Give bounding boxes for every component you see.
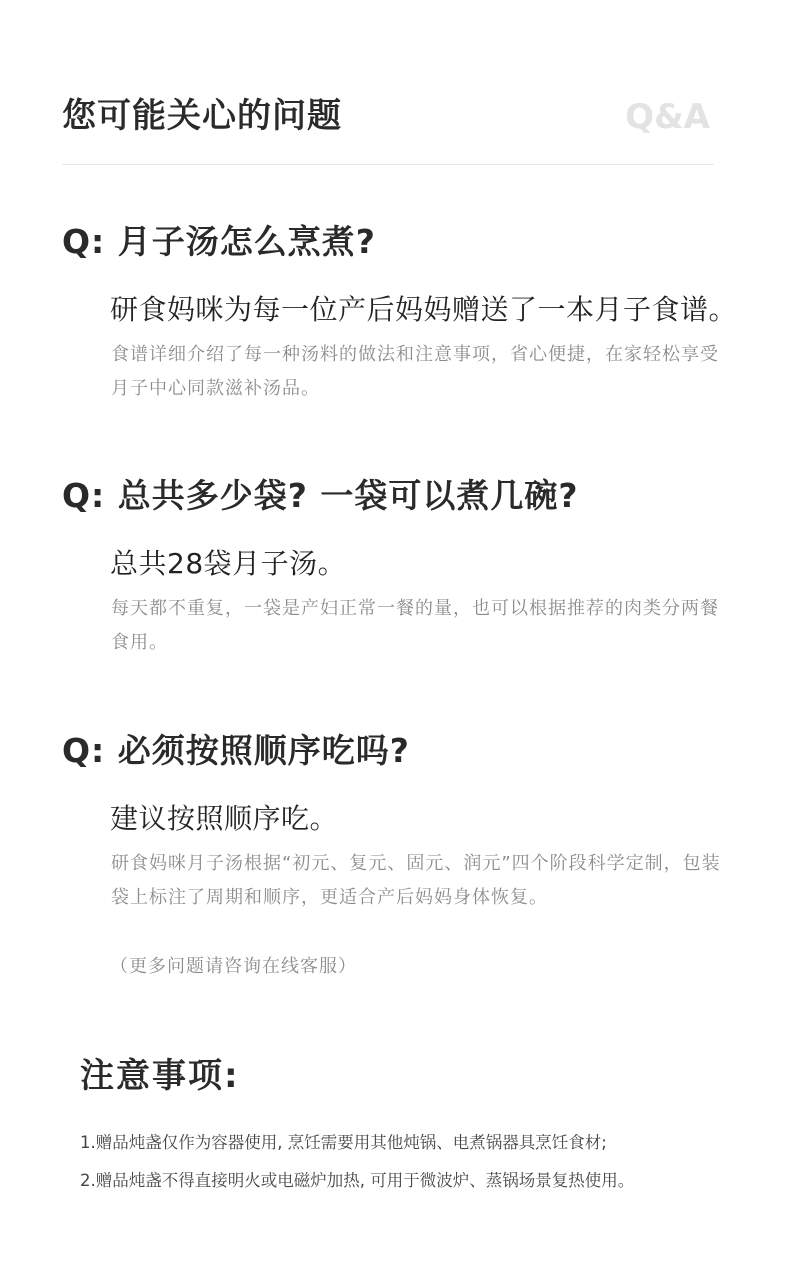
faq-answer-lead: 建议按照顺序吃。 bbox=[110, 802, 339, 835]
faq-question: Q: 月子汤怎么烹煮? bbox=[62, 222, 376, 261]
qa-header bbox=[62, 92, 714, 165]
faq-item-order bbox=[62, 731, 742, 915]
faq-item-quantity bbox=[62, 476, 742, 660]
faq-question: Q: 必须按照顺序吃吗? bbox=[62, 731, 410, 770]
page-title: 您可能关心的问题 bbox=[62, 96, 342, 136]
notice-list bbox=[80, 1124, 760, 1200]
notice-item: 1.赠品炖盏仅作为容器使用, 烹饪需要用其他炖锅、电煮锅器具烹饪食材; bbox=[80, 1133, 607, 1152]
faq-question: Q: 总共多少袋? 一袋可以煮几碗? bbox=[62, 476, 579, 515]
faq-answer-lead: 总共28袋月子汤。 bbox=[110, 547, 347, 580]
faq-answer-lead: 研食妈咪为每一位产后妈妈赠送了一本月子食谱。 bbox=[110, 293, 738, 326]
faq-answer-detail: 每天都不重复，一袋是产妇正常一餐的量，也可以根据推荐的肉类分两餐食用。 bbox=[111, 598, 719, 653]
notice-title: 注意事项: bbox=[80, 1056, 240, 1096]
qa-badge: Q&A bbox=[625, 97, 710, 137]
customer-service-note: （更多问题请咨询在线客服） bbox=[110, 956, 357, 977]
notice-item: 2.赠品炖盏不得直接明火或电磁炉加热, 可用于微波炉、蒸锅场景复热使用。 bbox=[80, 1171, 635, 1190]
faq-item-cooking bbox=[62, 222, 742, 406]
faq-answer-detail: 食谱详细介绍了每一种汤料的做法和注意事项，省心便捷，在家轻松享受月子中心同款滋补汤品。 bbox=[111, 344, 719, 399]
faq-answer-detail: 研食妈咪月子汤根据“初元、复元、固元、润元”四个阶段科学定制，包装袋上标注了周期和顺序，更适合产后妈妈身体恢复。 bbox=[111, 853, 721, 908]
